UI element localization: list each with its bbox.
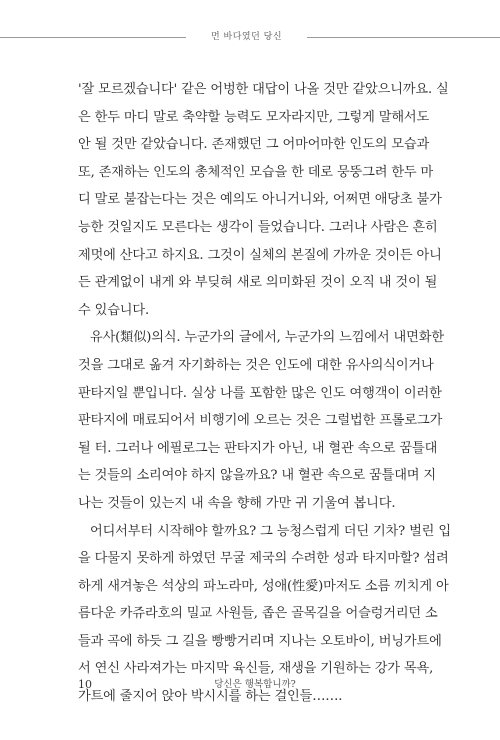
text-line: 판타지일 뿐입니다. 실상 나를 포함한 많은 인도 여행객이 이러한 (78, 385, 442, 401)
text-line: 는 것들의 소리여야 하지 않을까요? 내 혈관 속으로 꿈틀대며 지 (78, 468, 437, 484)
paragraph-2 (78, 324, 444, 517)
text-line: 든 관계없이 내게 와 부딪혀 새로 의미화된 것이 오직 내 것이 될 (78, 275, 438, 291)
text-line: 을 다물지 못하게 하였던 무굴 제국의 수려한 성과 타지마할? 섬려 (78, 551, 449, 567)
text-line: 가트에 줄지어 앉아 박시시를 하는 걸인들……. (78, 689, 343, 705)
text-line: 어디서부터 시작해야 할까요? 그 능청스럽게 더딘 기차? 벌린 입 (90, 523, 451, 539)
text-line: 나는 것들이 있는지 내 속을 향해 가만 귀 기울여 봅니다. (78, 495, 396, 511)
text-line: 안 될 것만 같았습니다. 존재했던 그 어마어마한 인도의 모습과 (78, 137, 430, 153)
text-line: 서 연신 사라져가는 마지막 육신들, 재생을 기원하는 강가 목욕, (78, 661, 434, 677)
text-line: 들과 곡에 하듯 그 길을 빵빵거리며 지나는 오토바이, 버닝가트에 (78, 633, 442, 649)
text-line: 또, 존재하는 인도의 총체적인 모습을 한 데로 뭉뚱그려 한두 마 (78, 164, 434, 180)
text-line: 될 터. 그러나 에필로그는 판타지가 아닌, 내 혈관 속으로 꿈틀대 (78, 440, 438, 456)
footer-book-title: 당신은 행복합니까? (214, 679, 296, 690)
header-rule-right (307, 37, 500, 38)
text-line: 능한 것일지도 모른다는 생각이 들었습니다. 그러나 사람은 흔히 (78, 219, 438, 235)
body-text (78, 76, 451, 711)
text-line: '잘 모르겠습니다' 같은 어벙한 대답이 나올 것만 같았으니까요. 실 (78, 82, 449, 97)
running-title: 먼 바다였던 당신 (210, 32, 283, 42)
text-line: 디 말로 불잡는다는 것은 예의도 아니거니와, 어쩌면 애당초 불가 (78, 192, 442, 208)
text-line: 름다운 카쥬라호의 밀교 사원들, 좁은 골목길을 어슬렁거리던 소 (78, 606, 438, 622)
text-line: 제멋에 산다고 하지요. 그것이 실체의 본질에 가까운 것이든 아니 (78, 247, 442, 263)
page-number: 10 (78, 678, 92, 691)
text-line: 하게 새겨놓은 석상의 파노라마, 성애(性愛)마저도 소름 끼치게 아 (78, 578, 449, 594)
header-rule-left (0, 37, 186, 38)
text-line: 수 있습니다. (78, 302, 150, 318)
text-line: 은 한두 마디 말로 축약할 능력도 모자라지만, 그렇게 말해서도 (78, 109, 430, 125)
paragraph-1 (78, 76, 449, 324)
text-line: 유사(類似)의식. 누군가의 글에서, 누군가의 느낌에서 내면화한 (90, 330, 444, 346)
text-line: 것을 그대로 옮겨 자기화하는 것은 인도에 대한 유사의식이거나 (78, 357, 434, 373)
text-line: 판타지에 매료되어서 비행기에 오르는 것은 그럴법한 프롤로그가 (78, 413, 443, 429)
